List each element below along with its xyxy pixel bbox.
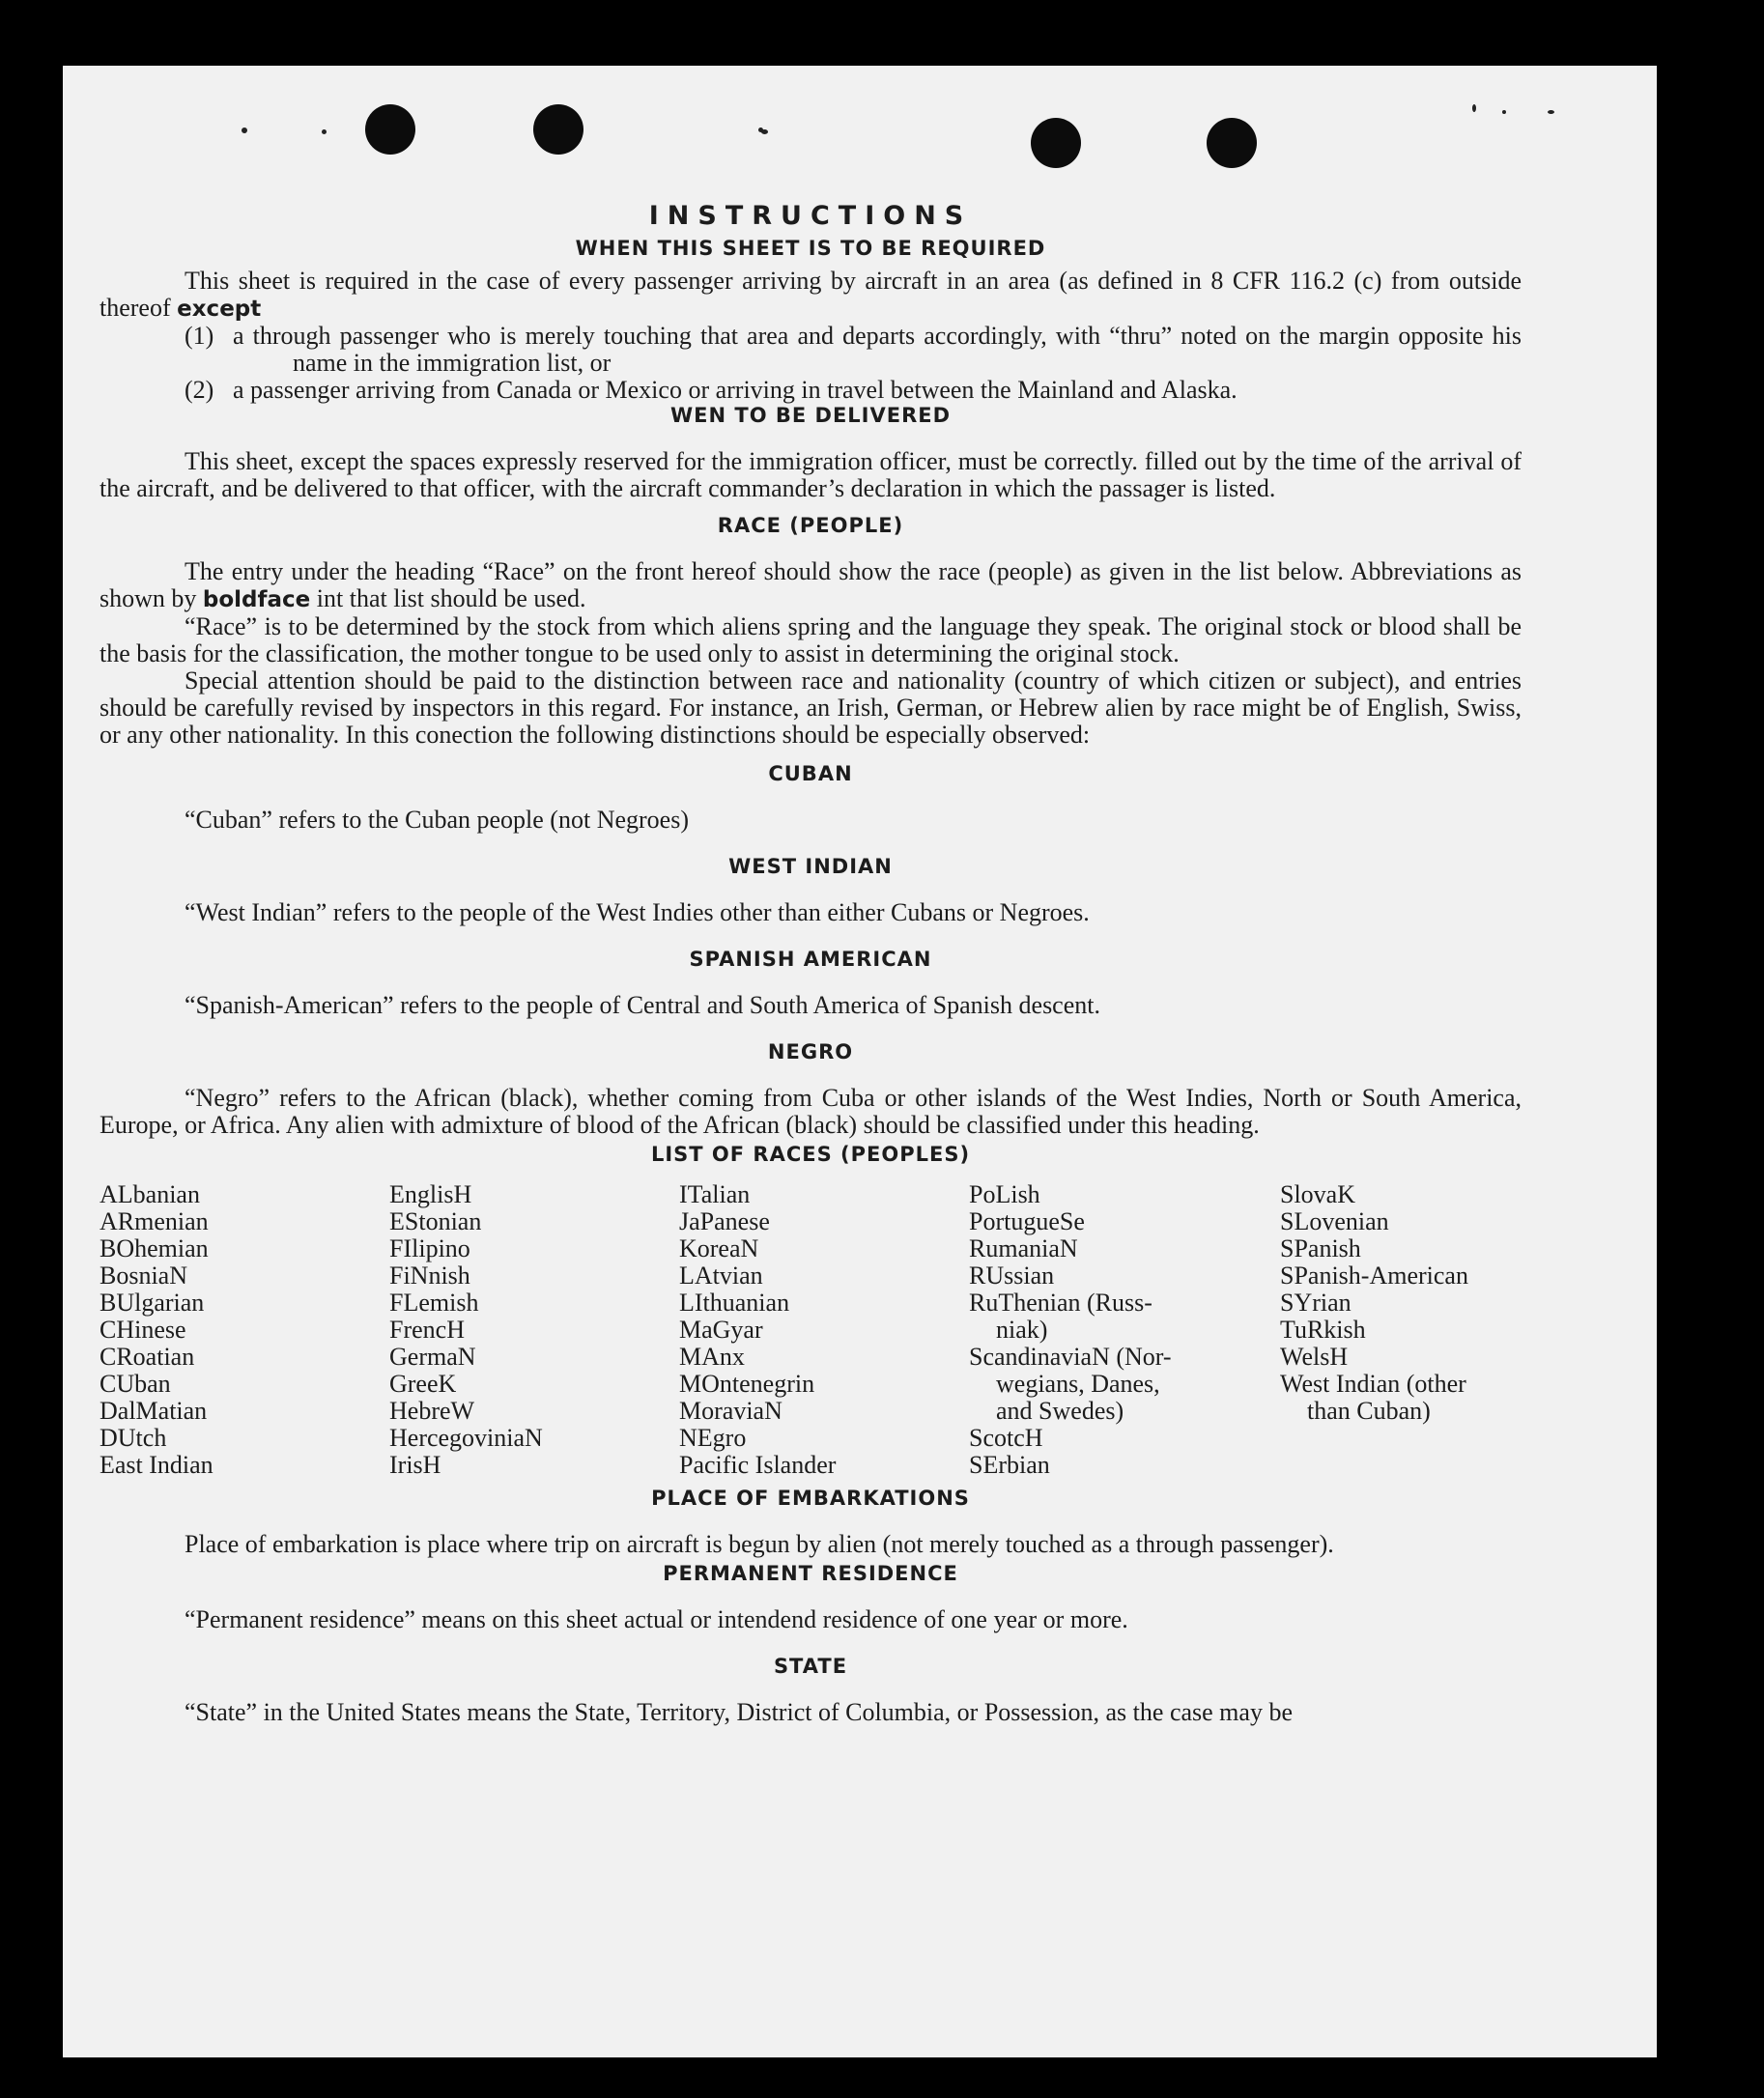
race-entry: LIthuanian	[679, 1289, 790, 1317]
section-heading: SPANISH AMERICAN	[689, 948, 932, 971]
race-entry: FIlipino	[389, 1234, 470, 1262]
race-entry: FrencH	[389, 1316, 465, 1344]
list-item: (2) a passenger arriving from Canada or Mexico or arriving in travel between the Mainland and Alaska.	[185, 376, 1238, 404]
race-entry: HercegoviniaN	[389, 1424, 543, 1452]
section-heading: NEGRO	[767, 1040, 854, 1063]
race-entry: FiNnish	[389, 1262, 470, 1290]
race-entry: ARmenian	[100, 1207, 209, 1235]
section-heading: STATE	[773, 1655, 848, 1678]
race-entry: LAtvian	[679, 1262, 763, 1290]
paragraph: The entry under the heading “Race” on the front hereof should show the race (people) as given in the list below. Abbreviations as shown by boldface int that list should be used.	[100, 557, 1522, 612]
race-entry: JaPanese	[679, 1207, 770, 1235]
paper-speck	[761, 129, 768, 134]
section-heading: PLACE OF EMBARKATIONS	[651, 1487, 970, 1510]
document-title: INSTRUCTIONS	[648, 201, 973, 231]
race-entry: Pacific Islander	[679, 1451, 837, 1479]
race-entry: RUssian	[969, 1262, 1055, 1290]
paragraph: “Cuban” refers to the Cuban people (not Negroes)	[185, 806, 689, 834]
race-entry: CUban	[100, 1370, 171, 1398]
race-column	[389, 1181, 679, 1479]
race-entry: NEgro	[679, 1424, 747, 1452]
punch-hole	[1031, 118, 1081, 168]
race-list	[100, 1181, 1522, 1479]
race-entry: SPanish-American	[1280, 1262, 1468, 1290]
race-entry: CHinese	[100, 1316, 186, 1344]
race-entry: RumaniaN	[969, 1234, 1078, 1262]
race-entry: DUtch	[100, 1424, 167, 1452]
race-entry: BUlgarian	[100, 1289, 205, 1317]
section-heading: WHEN THIS SHEET IS TO BE REQUIRED	[575, 237, 1046, 260]
race-entry: GreeK	[389, 1370, 457, 1398]
race-entry-continuation: wegians, Danes,	[996, 1370, 1160, 1398]
paragraph: “Negro” refers to the African (black), whether coming from Cuba or other islands of the West Indies, North or South America, Europe, or Africa. Any alien with admixture of blood of the African (black) should be classified under this heading.	[100, 1084, 1522, 1139]
paper-speck	[1472, 104, 1476, 112]
race-entry: MoraviaN	[679, 1397, 782, 1425]
race-entry: BosniaN	[100, 1262, 187, 1290]
race-column	[100, 1181, 389, 1479]
paper-speck	[1548, 110, 1554, 114]
paragraph: This sheet is required in the case of every passenger arriving by aircraft in an area (as defined in 8 CFR 116.2 (c) from outside thereof except	[100, 267, 1522, 322]
section-heading: WEN TO BE DELIVERED	[669, 404, 952, 427]
list-item: (1) a through passenger who is merely touching that area and departs accordingly, with “thru” noted on the margin opposite his name in the immigration list, or	[185, 322, 1522, 377]
race-entry: PortugueSe	[969, 1207, 1085, 1235]
race-entry: West Indian (other	[1280, 1370, 1466, 1398]
section-heading: RACE (PEOPLE)	[717, 514, 904, 537]
paragraph: This sheet, except the spaces expressly reserved for the immigration officer, must be correctly. filled out by the time of the arrival of the aircraft, and be delivered to that officer, with the aircraft commander’s declaration in which the passager is listed.	[100, 447, 1522, 502]
race-entry: ALbanian	[100, 1180, 200, 1208]
race-entry: IrisH	[389, 1451, 441, 1479]
race-entry: KoreaN	[679, 1234, 759, 1262]
race-entry-continuation: than Cuban)	[1307, 1397, 1431, 1425]
race-entry-continuation: niak)	[996, 1316, 1048, 1344]
race-entry: ScotcH	[969, 1424, 1043, 1452]
section-heading: PERMANENT RESIDENCE	[663, 1562, 958, 1585]
punch-hole	[1207, 118, 1257, 168]
section-heading: LIST OF RACES (PEOPLES)	[650, 1143, 971, 1166]
race-entry: SLovenian	[1280, 1207, 1389, 1235]
race-entry: CRoatian	[100, 1343, 195, 1371]
race-entry: TuRkish	[1280, 1316, 1366, 1344]
race-entry: SlovaK	[1280, 1180, 1355, 1208]
race-entry: EnglisH	[389, 1180, 472, 1208]
paragraph: “Permanent residence” means on this sheet actual or intendend residence of one year or more.	[185, 1605, 1128, 1633]
race-column	[969, 1181, 1280, 1479]
race-column	[679, 1181, 969, 1479]
race-entry: HebreW	[389, 1397, 475, 1425]
punch-hole	[365, 104, 415, 155]
race-entry: SPanish	[1280, 1234, 1361, 1262]
race-entry: RuThenian (Russ-	[969, 1289, 1152, 1317]
race-entry: SErbian	[969, 1451, 1050, 1479]
race-entry-continuation: and Swedes)	[996, 1397, 1124, 1425]
race-entry: FLemish	[389, 1289, 479, 1317]
race-entry: ITalian	[679, 1180, 751, 1208]
paragraph: “State” in the United States means the State, Territory, District of Columbia, or Possession, as the case may be	[185, 1698, 1293, 1726]
race-entry: MOntenegrin	[679, 1370, 815, 1398]
document-sheet	[63, 66, 1657, 2057]
paragraph: “Spanish-American” refers to the people of Central and South America of Spanish descent.	[185, 991, 1100, 1019]
race-entry: ScandinaviaN (Nor-	[969, 1343, 1172, 1371]
race-entry: MAnx	[679, 1343, 745, 1371]
punch-hole	[533, 104, 583, 155]
paragraph: Place of embarkation is place where trip on aircraft is begun by alien (not merely touched as a through passenger).	[185, 1530, 1334, 1558]
race-entry: East Indian	[100, 1451, 213, 1479]
paragraph: “West Indian” refers to the people of the West Indies other than either Cubans or Negroes.	[185, 898, 1090, 926]
section-heading: WEST INDIAN	[728, 855, 893, 878]
paper-speck	[242, 128, 247, 133]
paragraph: “Race” is to be determined by the stock from which aliens spring and the language they speak. The original stock or blood shall be the basis for the classification, the mother tongue to be used only to assist in determining the original stock.	[100, 612, 1522, 667]
paper-speck	[1502, 110, 1506, 114]
race-entry: SYrian	[1280, 1289, 1351, 1317]
race-entry: EStonian	[389, 1207, 482, 1235]
race-entry: GermaN	[389, 1343, 476, 1371]
race-entry: MaGyar	[679, 1316, 763, 1344]
paragraph: Special attention should be paid to the distinction between race and nationality (country of which citizen or subject), and entries should be carefully revised by inspectors in this regard. For instance, an Irish, German, or Hebrew alien by race might be of English, Swiss, or any other nationality. In this conection the following distinctions should be especially observed:	[100, 666, 1522, 749]
race-column	[1280, 1181, 1522, 1479]
race-entry: DalMatian	[100, 1397, 208, 1425]
section-heading: CUBAN	[768, 762, 853, 785]
race-entry: WelsH	[1280, 1343, 1349, 1371]
race-entry: BOhemian	[100, 1234, 209, 1262]
paper-speck	[322, 129, 327, 134]
race-entry: PoLish	[969, 1180, 1040, 1208]
document-body	[100, 201, 1522, 1726]
